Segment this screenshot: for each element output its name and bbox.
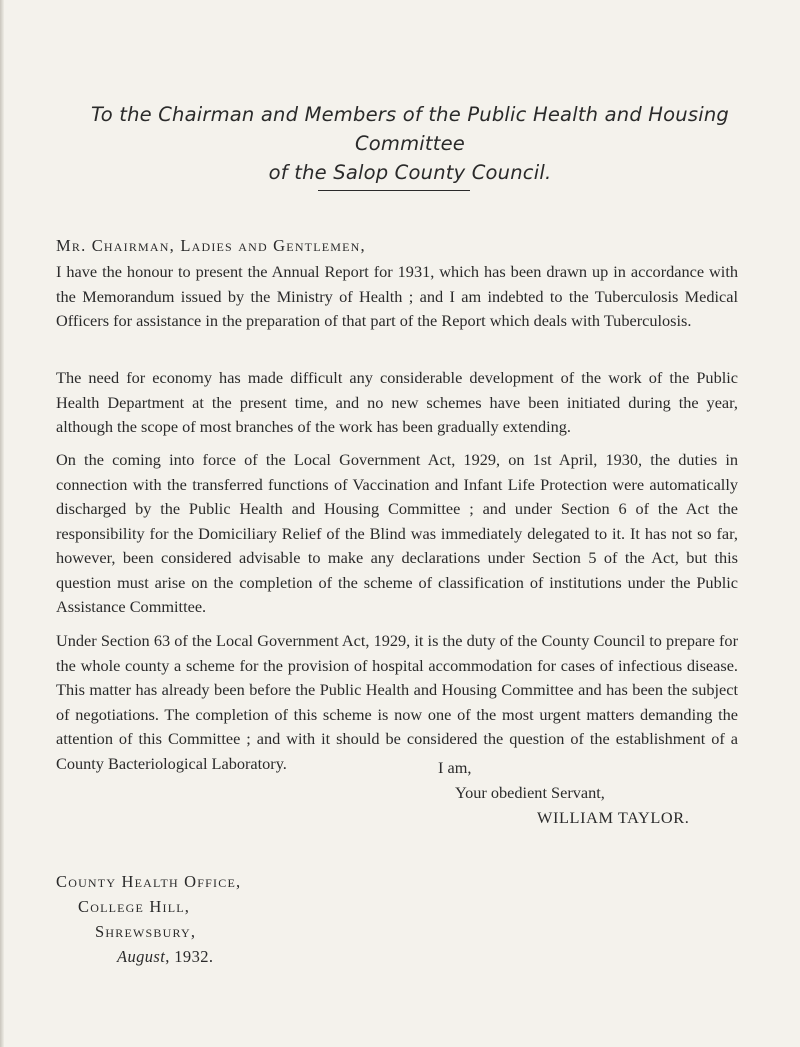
- address-line-2: College Hill,: [78, 897, 191, 916]
- paragraph-1: I have the honour to present the Annual Report for 1931, which has been drawn up in accordance with the Memorandum issued by the Ministry of Health ; and I am indebted to the Tuberculosis Medical Officers for assistance in the preparation of that part of the Report which deals with Tuberculosis.: [56, 262, 738, 330]
- salutation: Mr. Chairman, Ladies and Gentlemen,: [56, 236, 366, 255]
- heading-line-1: To the Chairman and Members of the Public Health and Housing Committee: [91, 103, 729, 155]
- address-year: , 1932.: [165, 947, 214, 966]
- closing-line-2: Your obedient Servant,: [455, 783, 605, 802]
- address-line-1: County Health Office,: [56, 872, 242, 891]
- page-edge: [0, 0, 4, 1047]
- paragraph-3: On the coming into force of the Local Government Act, 1929, on 1st April, 1930, the duties in connection with the transferred functions of Vaccination and Infant Life Protection were automatically discharged by the Public Health and Housing Committee ; and under Section 6 of the Act the responsibility for the Domiciliary Relief of the Blind was immediately delegated to it. It has not so far, however, been considered advisable to make any declarations under Section 5 of the Act, but this question must arise on the completion of the scheme of classification of institutions under the Public Assistance Committee.: [56, 450, 738, 616]
- heading-line-2: of the Salop County Council.: [268, 161, 552, 184]
- closing-line-1: I am,: [438, 758, 472, 777]
- signature: WILLIAM TAYLOR.: [537, 808, 690, 827]
- paragraph-4: Under Section 63 of the Local Government Act, 1929, it is the duty of the County Council to prepare for the whole county a scheme for the provision of hospital accommodation for cases of infectious disease. This matter has already been before the Public Health and Housing Committee and has been the subject of negotiations. The completion of this scheme is now one of the most urgent matters demanding the attention of this Committee ; and with it should be considered the question of the establishment of a County Bacteriological Laboratory.: [56, 631, 738, 773]
- address-line-3: Shrewsbury,: [95, 922, 197, 941]
- paragraph-2: The need for economy has made difficult any considerable development of the work of the Public Health Department at the present time, and no new schemes have been initiated during the year, although the scope of most branches of the work has been gradually extending.: [56, 368, 738, 436]
- address-date: [117, 947, 213, 967]
- address-month: August: [117, 947, 166, 966]
- page-heading: [40, 100, 780, 187]
- heading-divider: [318, 190, 470, 191]
